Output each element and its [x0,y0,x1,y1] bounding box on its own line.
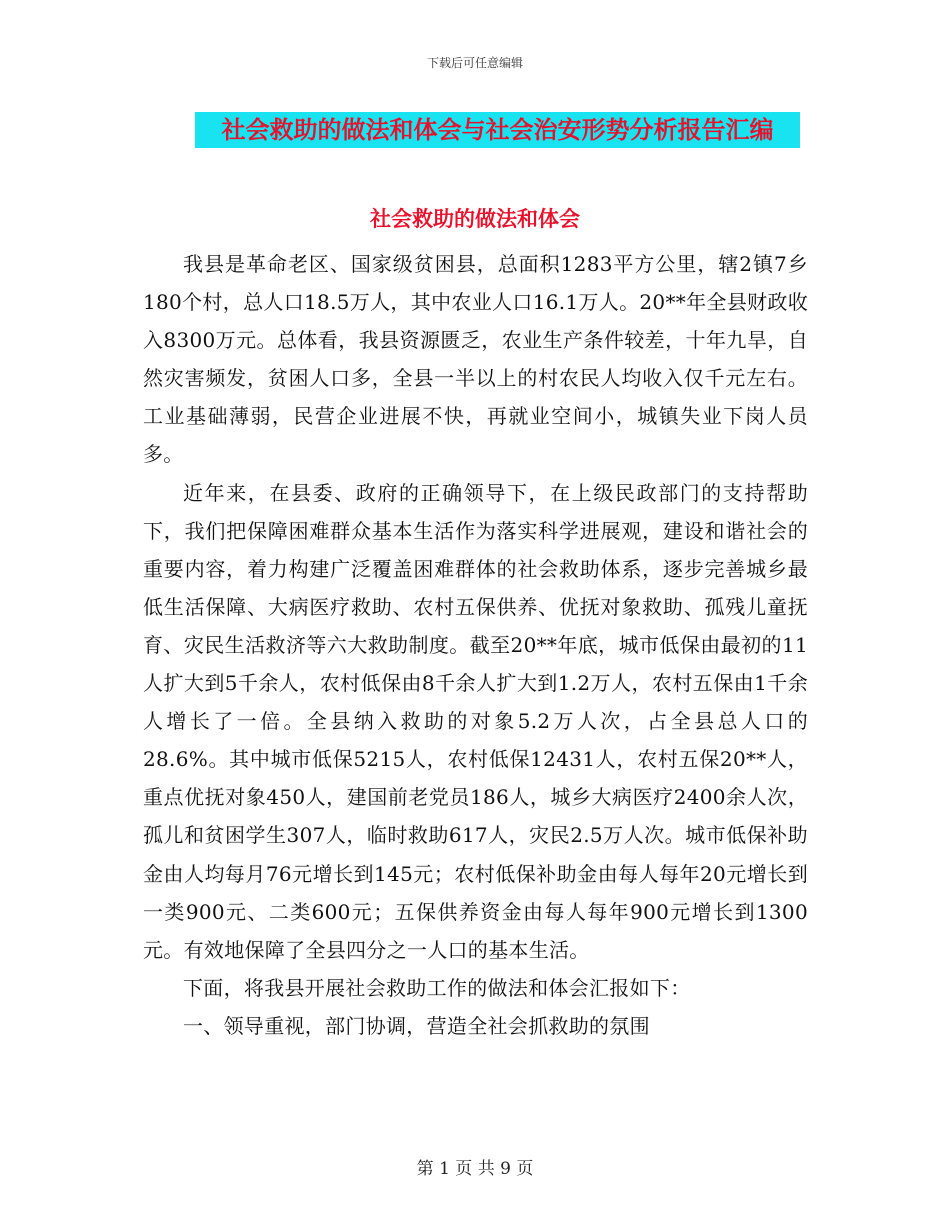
paragraph-intro-report: 下面，将我县开展社会救助工作的做法和体会汇报如下： [183,975,691,1000]
header-note: 下载后可任意编辑 [426,56,523,70]
paragraph-achievements: 近年来，在县委、政府的正确领导下，在上级民政部门的支持帮助下，我们把保障困难群众基本生活作为落实科学进展观，建设和谐社会的重要内容，着力构建广泛覆盖困难群体的社会救助体系，逐步完善城乡最低生活保障、大病医疗救助、农村五保供养、优抚对象救助、孤残儿童抚育、灾民生活救济等六大救助制度。截至20**年底，城市低保由最初的11人扩大到5千余人，农村低保由8千余人扩大到1.2万人，农村五保由1千余人增长了一倍。全县纳入救助的对象5.2万人次，占全县总人口的28.6%。其中城市低保5215人，农村低保12431人，农村五保20**人，重点优抚对象450人，建国前老党员186人，城乡大病医疗2400余人次，孤儿和贫困学生307人，临时救助617人，灾民2.5万人次。城市低保补助金由人均每月76元增长到145元；农村低保补助金由每人每年20元增长到一类900元、二类600元；五保供养资金由每人每年900元增长到1300元。有效地保障了全县四分之一人口的基本生活。 [143,480,808,962]
paragraph-section-heading: 一、领导重视，部门协调，营造全社会抓救助的氛围 [183,1013,650,1038]
page-footer: 第 1 页 共 9 页 [416,1159,534,1179]
document-body [143,245,808,1045]
paragraph-overview: 我县是革命老区、国家级贫困县，总面积1283平方公里，辖2镇7乡180个村，总人口18.5万人，其中农业人口16.1万人。20**年全县财政收入8300万元。总体看，我县资源匮乏，农业生产条件较差，十年九旱，自然灾害频发，贫困人口多，全县一半以上的村农民人均收入仅千元左右。工业基础薄弱，民营企业进展不快，再就业空间小，城镇失业下岗人员多。 [143,252,808,467]
document-main-title: 社会救助的做法和体会与社会治安形势分析报告汇编 [195,112,800,148]
section-title: 社会救助的做法和体会 [370,206,580,231]
